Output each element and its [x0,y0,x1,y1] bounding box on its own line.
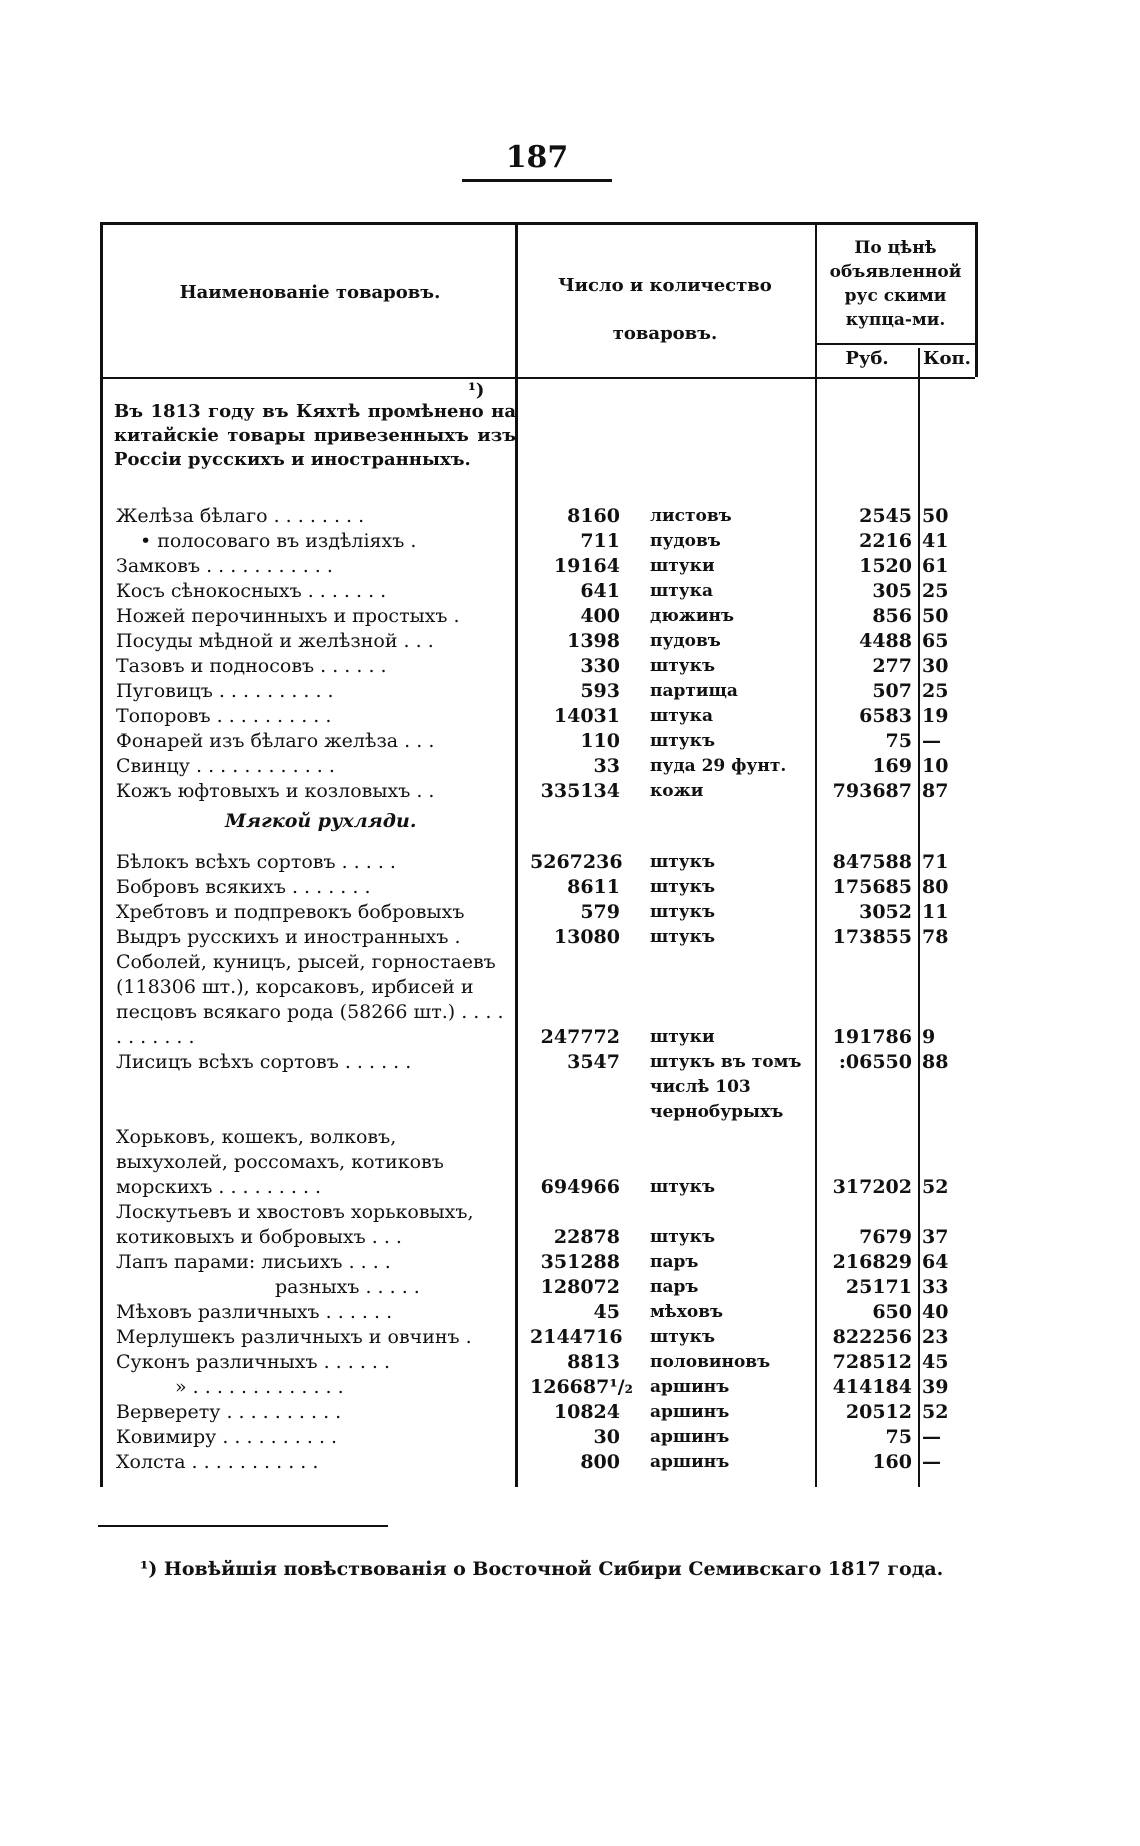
header-col-qty: Число и количество товаровъ. [558,275,772,344]
header-rule [100,377,975,379]
page-number: 187 [462,140,612,182]
footnote-rule [98,1525,388,1527]
header-col-name: Наименованіе товаровъ. [179,282,441,303]
header-col-price: По цѣнѣ объявленной рус скими купца-ми. [829,238,962,330]
scraps-name: Лоскутьевъ и хвостовъ хорьковыхъ, котиковыхъ и бобровыхъ . . . [116,1201,474,1248]
footnote: ¹) Новѣйшія повѣствованія о Восточной Сибири Семивскаго 1817 года. [140,1558,944,1580]
fox-unit: штукъ въ томъ числѣ 103 чернобурыхъ [650,1052,802,1122]
header-col-kop: Коп. [923,348,971,369]
table-right-border [975,222,978,377]
section-heading: Въ 1813 году въ Кяхтѣ промѣнено на китайскіе товары привезенныхъ изъ Россіи русскихъ и иностранныхъ. [114,401,516,470]
table-left-border [100,222,103,1487]
subheading-furs: Мягкой рухляди. [225,810,417,832]
sable-name: Соболей, куницъ, рысей, горностаевъ (118306 шт.), корсаковъ, ирбисей и песцовъ всякаго рода (58266 шт.) . . . . . . . . . . . [116,951,504,1048]
ferret-name: Хорьковъ, кошекъ, волковъ, выхухолей, россомахъ, котиковъ морскихъ . . . . . . . . . [116,1126,444,1198]
price-subheader-rule [815,343,975,345]
footnote-marker: ¹) [468,380,485,401]
header-col-rub: Руб. [845,348,889,369]
table-divider-kop [918,348,920,1487]
